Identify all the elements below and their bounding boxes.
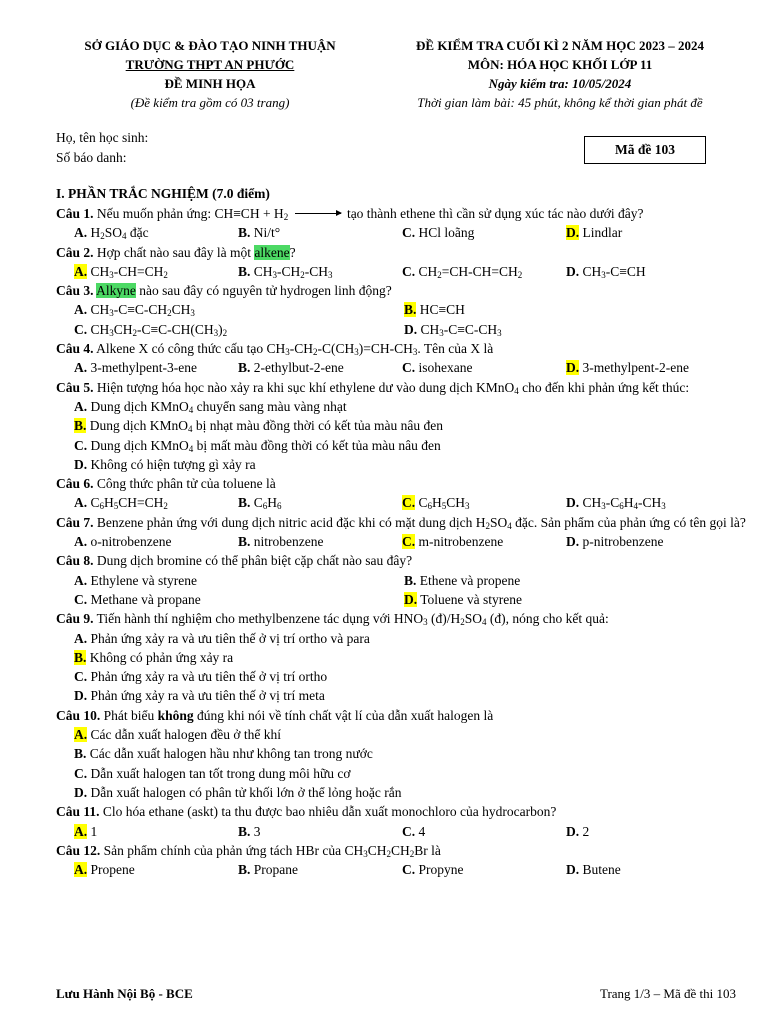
question-3: Câu 3. Alkyne nào sau đây có nguyên tử hydrogen linh động?	[56, 283, 392, 299]
option-d: D. Lindlar	[566, 225, 623, 241]
exam-title: ĐỀ KIỂM TRA CUỐI KÌ 2 NĂM HỌC 2023 – 2024	[416, 38, 704, 53]
option-b: B. Dung dịch KMnO$_4$ bị nhạt màu đồng thời có kết tủa màu nâu đen	[74, 418, 443, 435]
option-c: C. Phản ứng xảy ra và ưu tiên thế ở vị trí ortho	[74, 669, 328, 685]
option-a: A. $C_6H_5CH=CH_2$	[74, 495, 168, 512]
question-3-options-row2	[56, 320, 746, 339]
exam-type: ĐỀ MINH HỌA	[164, 76, 256, 91]
question-11: Câu 11. Clo hóa ethane (askt) ta thu được bao nhiêu dẫn xuất monochloro của hydrocarbon?	[56, 804, 557, 820]
question-9: Câu 9. Tiến hành thí nghiệm cho methylbenzene tác dụng với $HNO_3$ $(đ)/H_2SO_4$ (đ), nóng cho kết quả:	[56, 611, 609, 628]
option-b: B. Ethene và propene	[404, 572, 521, 588]
school-name: TRƯỜNG THPT AN PHƯỚC	[125, 57, 295, 72]
option-d: D. 2	[566, 823, 590, 839]
question-4-options	[56, 358, 746, 377]
question-8: Câu 8. Dung dịch bromine có thể phân biệt cặp chất nào sau đây?	[56, 553, 413, 569]
option-a: A. Ethylene và styrene	[74, 572, 197, 588]
option-d: D. $CH_3-C_6H_4-CH_3$	[566, 495, 666, 512]
footer-right: Trang 1/3 – Mã đề thi 103	[599, 986, 736, 1001]
header-left	[40, 36, 380, 112]
option-a: A. Phản ứng xảy ra và ưu tiên thế ở vị trí ortho và para	[74, 630, 370, 646]
option-d: D. $CH_3-C\equiv CH$	[566, 263, 646, 280]
question-7-options	[56, 532, 746, 551]
question-2: Câu 2. Hợp chất nào sau đây là một alkene?	[56, 244, 296, 260]
option-c: C. Dẫn xuất halogen tan tốt trong dung môi hữu cơ	[74, 765, 351, 781]
questions	[56, 183, 746, 879]
exam-date: Ngày kiểm tra: 10/05/2024	[488, 76, 632, 91]
pages-note: (Đề kiểm tra gồm có 03 trang)	[130, 95, 290, 110]
question-6: Câu 6. Công thức phân tử của toluene là	[56, 476, 276, 492]
option-d: D. 3-methylpent-2-ene	[566, 360, 689, 376]
option-a: A. $H_2SO_4$ đặc	[74, 225, 149, 242]
option-d: D. $CH_3-C\equiv C-CH_3$	[404, 321, 502, 338]
student-id-label: Số báo danh:	[56, 150, 127, 165]
option-b: B. Các dẫn xuất halogen hầu như không tan trong nước	[74, 746, 373, 762]
option-b: B. $CH_3-CH_2-CH_3$	[238, 263, 333, 280]
option-b: B. Không có phản ứng xảy ra	[74, 649, 234, 665]
option-c: C. $CH_2=CH-CH=CH_2$	[402, 263, 523, 280]
option-a: A. $CH_3-CH=CH_2$	[74, 263, 168, 280]
question-12: Câu 12. Sản phẩm chính của phản ứng tách HBr của $CH_3CH_2CH_2Br$ là	[56, 842, 441, 859]
question-8-options-row2	[56, 590, 746, 609]
option-c: C. Dung dịch KMnO$_4$ bị mất màu đồng thời có kết tủa màu nâu đen	[74, 437, 441, 454]
subject: MÔN: HÓA HỌC KHỐI LỚP 11	[467, 57, 653, 72]
footer-left: Lưu Hành Nội Bộ - BCE	[56, 986, 193, 1001]
option-c: C. $CH_3CH_2-C\equiv C-CH(CH_3)_2$	[74, 321, 228, 338]
question-4: Câu 4. Alkene X có công thức cấu tạo $CH_3-CH_2-C(CH_3)=CH-CH_3$. Tên của X là	[56, 341, 494, 358]
question-7: Câu 7. Benzene phản ứng với dung dịch nitric acid đặc khi có mặt dung dịch $H_2SO_4$ đặc. Sản phẩm của phản ứng có tên gọi là?	[56, 514, 746, 531]
option-c: C. Propyne	[402, 862, 464, 878]
option-d: D. Phản ứng xảy ra và ưu tiên thế ở vị trí meta	[74, 688, 325, 704]
student-name-label: Họ, tên học sinh:	[56, 130, 149, 145]
option-c: C. HCl loãng	[402, 225, 475, 241]
question-10: Câu 10. Phát biểu không đúng khi nói về tính chất vật lí của dẫn xuất halogen là	[56, 707, 494, 723]
department: SỞ GIÁO DỤC & ĐÀO TẠO NINH THUẬN	[84, 38, 336, 53]
option-b: B. $C_6H_6$	[238, 495, 282, 512]
question-2-options	[56, 262, 746, 281]
question-11-options	[56, 822, 746, 841]
option-b: B. nitrobenzene	[238, 534, 324, 550]
question-3-options-row1	[56, 300, 746, 319]
time-limit: Thời gian làm bài: 45 phút, không kể thời gian phát đề	[417, 95, 703, 110]
option-b: B. Ni/t°	[238, 225, 281, 241]
option-b: B. 3	[238, 823, 261, 839]
question-8-options-row1	[56, 571, 746, 590]
header-right	[380, 36, 740, 112]
option-d: D. Dẫn xuất halogen có phân tử khối lớn ở thể lỏng hoặc rắn	[74, 784, 402, 800]
option-a: A. $CH_3-C\equiv C-CH_2CH_3$	[74, 302, 195, 319]
option-d: D. Butene	[566, 862, 621, 878]
option-c: C. $C_6H_5CH_3$	[402, 495, 470, 512]
option-d: D. Toluene và styrene	[404, 591, 523, 607]
question-1-options	[56, 223, 746, 242]
question-1: Câu 1. Nếu muốn phản ứng: $CH\equiv CH + H_2$ tạo thành ethene thì cần sử dụng xúc tác nào dưới đây?	[56, 206, 644, 222]
option-d: D. Không có hiện tượng gì xảy ra	[74, 456, 256, 472]
option-b: B. 2-ethylbut-2-ene	[238, 360, 344, 376]
option-c: C. m-nitrobenzene	[402, 534, 504, 550]
arrow-icon	[295, 213, 341, 214]
section-title: I. PHẦN TRẮC NGHIỆM (7.0 điểm)	[56, 186, 270, 201]
option-c: C. 4	[402, 823, 426, 839]
question-5: Câu 5. Hiện tượng hóa học nào xảy ra khi sục khí ethylene dư vào dung dịch KMnO$_4$ cho đến khi phản ứng kết thúc:	[56, 379, 690, 396]
option-a: A. Dung dịch KMnO$_4$ chuyển sang màu vàng nhạt	[74, 398, 347, 415]
option-b: B. HC≡CH	[404, 302, 465, 318]
exam-code-box: Mã đề 103	[584, 136, 706, 164]
question-12-options	[56, 860, 746, 879]
question-6-options	[56, 493, 746, 512]
option-a: A. 1	[74, 823, 98, 839]
option-a: A. o-nitrobenzene	[74, 534, 172, 550]
option-c: C. isohexane	[402, 360, 473, 376]
option-b: B. Propane	[238, 862, 299, 878]
option-a: A. 3-methylpent-3-ene	[74, 360, 197, 376]
option-a: A. Các dẫn xuất halogen đều ở thể khí	[74, 727, 281, 743]
option-d: D. p-nitrobenzene	[566, 534, 664, 550]
option-c: C. Methane và propane	[74, 591, 201, 607]
option-a: A. Propene	[74, 862, 135, 878]
student-info	[56, 128, 148, 168]
